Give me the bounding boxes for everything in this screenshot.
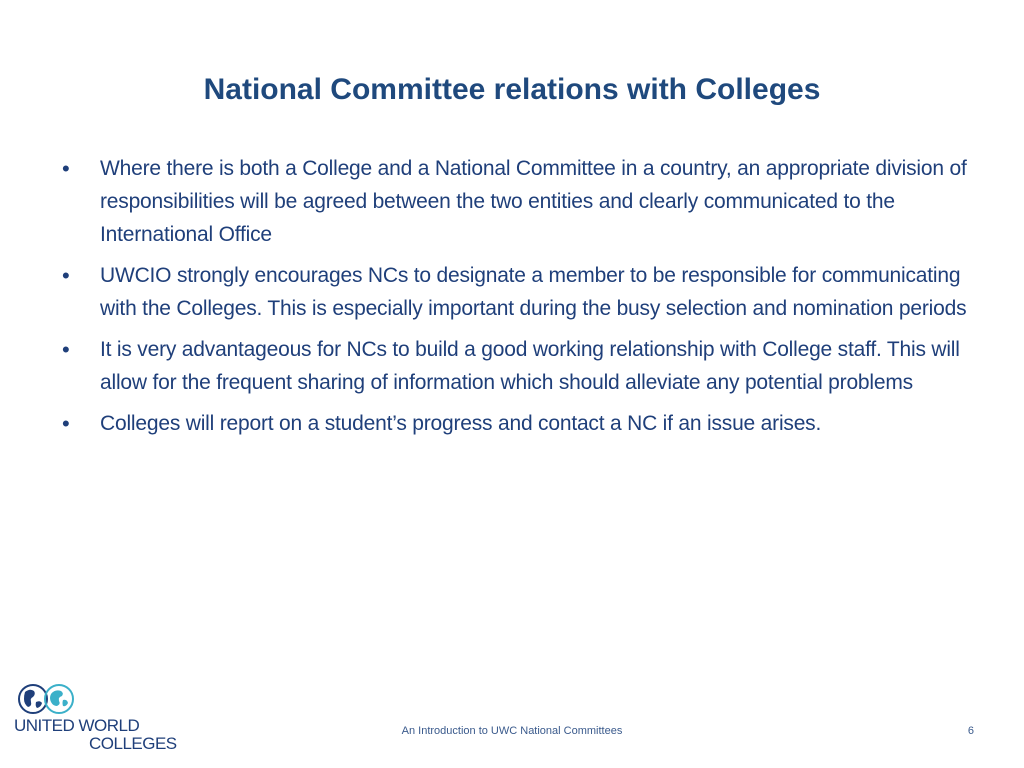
bullet-item: [60, 259, 972, 325]
bullet-icon: •: [62, 263, 70, 288]
two-globes-icon: [16, 682, 80, 716]
footer-text: An Introduction to UWC National Committees: [401, 725, 623, 737]
bullet-icon: •: [62, 156, 70, 181]
bullet-list: [60, 152, 972, 448]
uwc-logo: [14, 682, 184, 754]
bullet-text: Where there is both a College and a National Committee in a country, an appropriate division of responsibilities will be agreed between the two entities and clearly communicated to the International Office: [100, 157, 967, 246]
bullet-icon: •: [62, 337, 70, 362]
slide-title: National Committee relations with Colleges: [203, 73, 821, 106]
bullet-text: It is very advantageous for NCs to build a good working relationship with College staff. This will allow for the frequent sharing of information which should alleviate any potential problems: [100, 338, 960, 394]
bullet-text: UWCIO strongly encourages NCs to designate a member to be responsible for communicating with the Colleges. This is especially important during the busy selection and nomination periods: [100, 264, 967, 320]
bullet-item: [60, 152, 972, 251]
bullet-item: [60, 333, 972, 399]
bullet-text: Colleges will report on a student’s progress and contact a NC if an issue arises.: [100, 412, 822, 435]
bullet-item: [60, 407, 972, 440]
bullet-icon: •: [62, 411, 70, 436]
page-number: 6: [967, 725, 974, 737]
logo-text-line1: UNITED WORLD: [14, 716, 140, 735]
logo-text-line2: COLLEGES: [89, 734, 177, 753]
